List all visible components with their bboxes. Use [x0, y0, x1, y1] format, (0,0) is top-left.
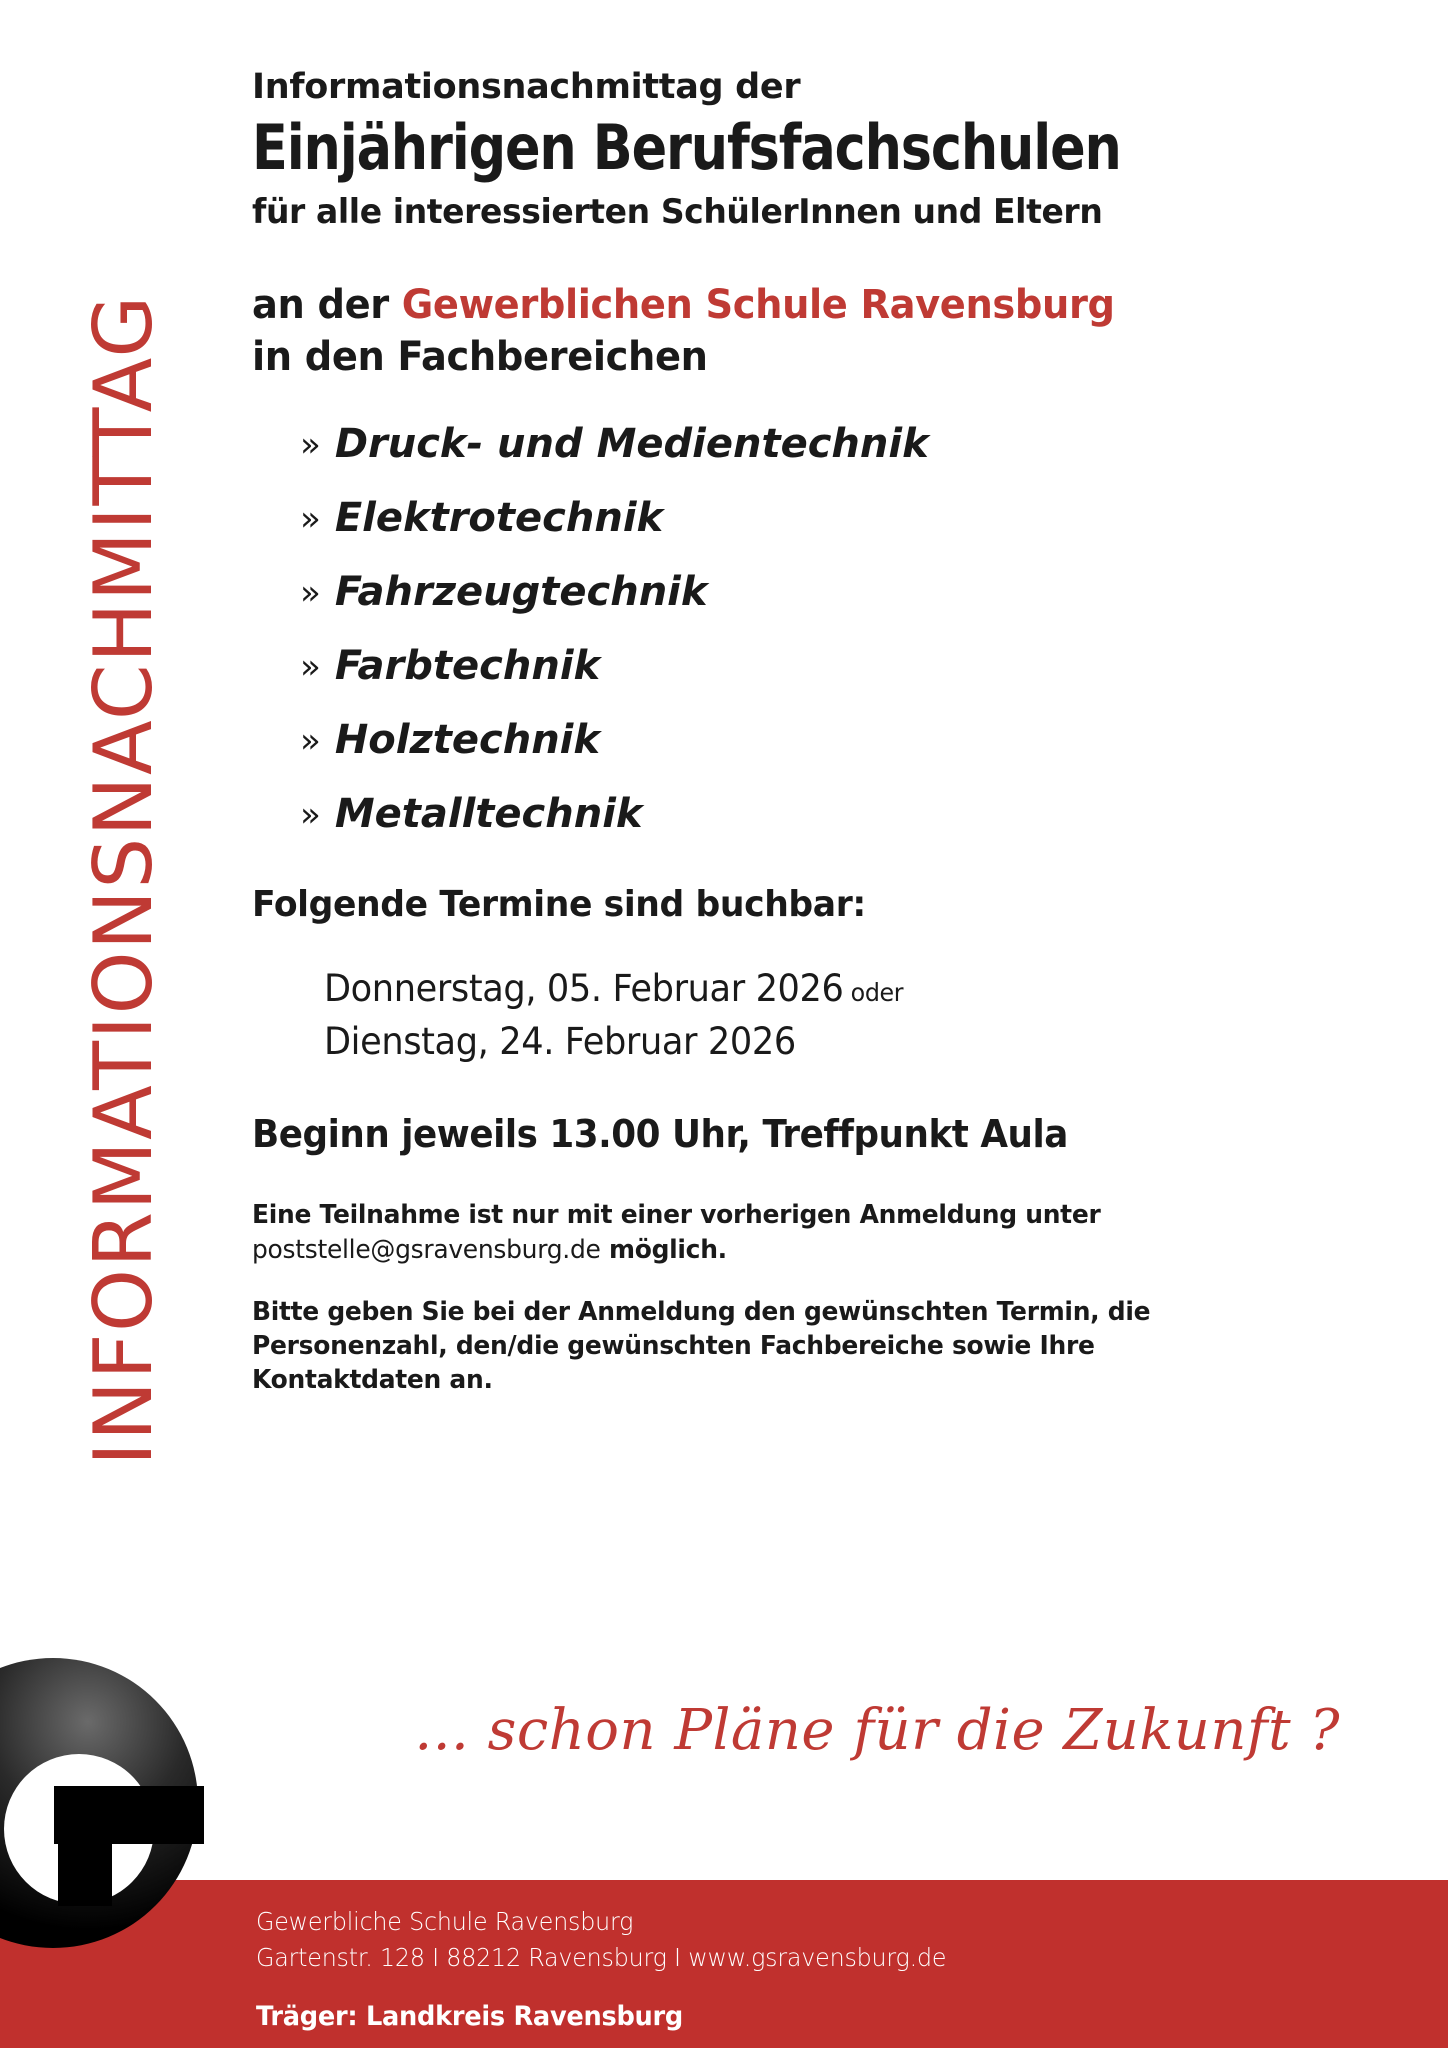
bullet-marker-icon: »: [300, 795, 321, 836]
department-label: Farbtechnik: [334, 643, 601, 690]
registration-note: [252, 1198, 1212, 1267]
logo-stem: [58, 1786, 112, 1906]
list-item: [300, 717, 1332, 794]
dates-heading: Folgende Termine sind buchbar:: [252, 884, 866, 926]
main-content: [252, 68, 1332, 1426]
registration-details-note: Bitte geben Sie bei der Anmeldung den gewünschten Termin, die Personenzahl, den/die gewünschten Fachbereiche sowie Ihre Kontaktdaten an.: [252, 1296, 1151, 1396]
page-title: Einjährigen Berufsfachschulen: [252, 110, 1121, 184]
registration-note-suffix: möglich.: [600, 1234, 727, 1265]
tagline-text: ... schon Pläne für die Zukunft ?: [414, 1698, 1340, 1763]
footer-bar: [0, 1880, 1448, 2048]
department-label: Fahrzeugtechnik: [334, 569, 708, 616]
school-line: [252, 279, 1289, 385]
date-entry: [324, 963, 1282, 1016]
list-item: [300, 421, 1332, 498]
list-item: [300, 643, 1332, 720]
date-value: Dienstag, 24. Februar 2026: [324, 1019, 796, 1063]
list-item: [300, 495, 1332, 572]
subtitle-text: für alle interessierten SchülerInnen und Eltern: [252, 192, 1103, 233]
registration-note-prefix: Eine Teilnahme ist nur mit einer vorherigen Anmeldung unter: [252, 1200, 1101, 1231]
bullet-marker-icon: »: [300, 499, 321, 540]
date-value: Donnerstag, 05. Februar 2026: [324, 967, 844, 1011]
registration-email: poststelle@gsravensburg.de: [252, 1234, 601, 1265]
footer-content: [256, 1904, 983, 2032]
department-list: [252, 421, 1332, 868]
kicker-text: Informationsnachmittag der: [252, 67, 801, 107]
vertical-banner-text: INFORMATIONSNACHMITTAG: [77, 294, 170, 1466]
vertical-banner: [0, 0, 248, 1760]
school-line-suffix: in den Fachbereichen: [252, 334, 708, 381]
footer-address: Gartenstr. 128 I 88212 Ravensburg I www.gsravensburg.de: [256, 1942, 947, 1972]
bullet-marker-icon: »: [300, 425, 321, 466]
date-conjunction: oder: [843, 978, 904, 1008]
dates-block: [252, 963, 1332, 1068]
bullet-marker-icon: »: [300, 573, 321, 614]
date-entry: [324, 1016, 1282, 1069]
school-line-prefix: an der: [252, 281, 402, 328]
department-label: Holztechnik: [334, 717, 600, 764]
list-item: [300, 569, 1332, 646]
list-item: [300, 791, 1332, 868]
footer-school-name: Gewerbliche Schule Ravensburg: [256, 1907, 634, 1936]
department-label: Druck- und Medientechnik: [334, 421, 929, 468]
department-label: Metalltechnik: [334, 791, 643, 838]
start-time-line: Beginn jeweils 13.00 Uhr, Treffpunkt Aula: [252, 1112, 1068, 1157]
footer-traeger: Träger: Landkreis Ravensburg: [256, 2001, 683, 2032]
bullet-marker-icon: »: [300, 647, 321, 688]
bullet-marker-icon: »: [300, 721, 321, 762]
department-label: Elektrotechnik: [334, 495, 664, 542]
school-name: Gewerblichen Schule Ravensburg: [401, 281, 1115, 328]
